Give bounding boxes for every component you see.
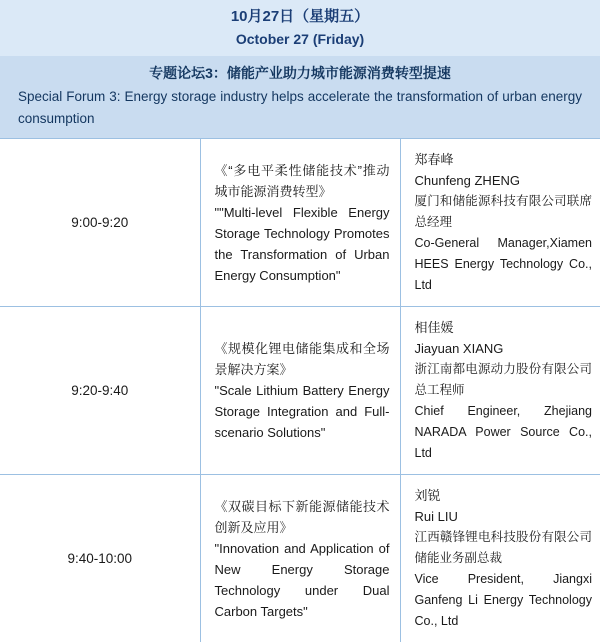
table-row — [0, 139, 600, 307]
speaker-name-chinese: 刘锐 — [415, 485, 593, 506]
forum-title-chinese: 专题论坛3：储能产业助力城市能源消费转型提速 — [18, 62, 582, 84]
date-english: October 27 (Friday) — [4, 28, 596, 52]
session-speaker — [400, 475, 600, 642]
speaker-org-english: Co-General Manager,Xiamen HEES Energy Technology Co., Ltd — [415, 233, 593, 296]
date-chinese: 10月27日（星期五） — [4, 6, 596, 28]
speaker-org-english: Vice President, Jiangxi Ganfeng Li Energy Technology Co., Ltd — [415, 569, 593, 632]
speaker-name-english: Jiayuan XIANG — [415, 338, 593, 359]
session-topic-english: "Innovation and Application of New Energy Storage Technology under Dual Carbon Targets" — [215, 538, 390, 622]
session-topic-english: ""Multi-level Flexible Energy Storage Technology Promotes the Transformation of Urban Energy Consumption" — [215, 202, 390, 286]
date-header-cell — [0, 0, 600, 56]
session-time: 9:20-9:40 — [0, 307, 200, 475]
forum-title-row — [0, 56, 600, 139]
table-row — [0, 307, 600, 475]
session-time: 9:40-10:00 — [0, 475, 200, 642]
session-topic-english: "Scale Lithium Battery Energy Storage Integration and Full-scenario Solutions" — [215, 380, 390, 443]
session-topic-chinese: 《“多电平柔性储能技术”推动城市能源消费转型》 — [215, 160, 390, 202]
speaker-org-english: Chief Engineer, Zhejiang NARADA Power Source Co., Ltd — [415, 401, 593, 464]
session-topic-chinese: 《双碳目标下新能源储能技术创新及应用》 — [215, 496, 390, 538]
session-topic-chinese: 《规模化锂电储能集成和全场景解决方案》 — [215, 338, 390, 380]
speaker-org-chinese: 江西赣锋锂电科技股份有限公司储能业务副总裁 — [415, 527, 593, 569]
speaker-name-chinese: 郑春峰 — [415, 149, 593, 170]
date-header-row — [0, 0, 600, 56]
forum-title-cell — [0, 56, 600, 139]
speaker-name-english: Rui LIU — [415, 506, 593, 527]
forum-title-english: Special Forum 3: Energy storage industry helps accelerate the transformation of urban energy consumption — [18, 86, 582, 130]
session-topic — [200, 475, 400, 642]
session-speaker — [400, 139, 600, 307]
speaker-name-chinese: 相佳媛 — [415, 317, 593, 338]
session-time: 9:00-9:20 — [0, 139, 200, 307]
session-topic — [200, 139, 400, 307]
speaker-org-chinese: 厦门和储能源科技有限公司联席总经理 — [415, 191, 593, 233]
session-speaker — [400, 307, 600, 475]
table-row — [0, 475, 600, 642]
speaker-org-chinese: 浙江南都电源动力股份有限公司总工程师 — [415, 359, 593, 401]
session-topic — [200, 307, 400, 475]
speaker-name-english: Chunfeng ZHENG — [415, 170, 593, 191]
